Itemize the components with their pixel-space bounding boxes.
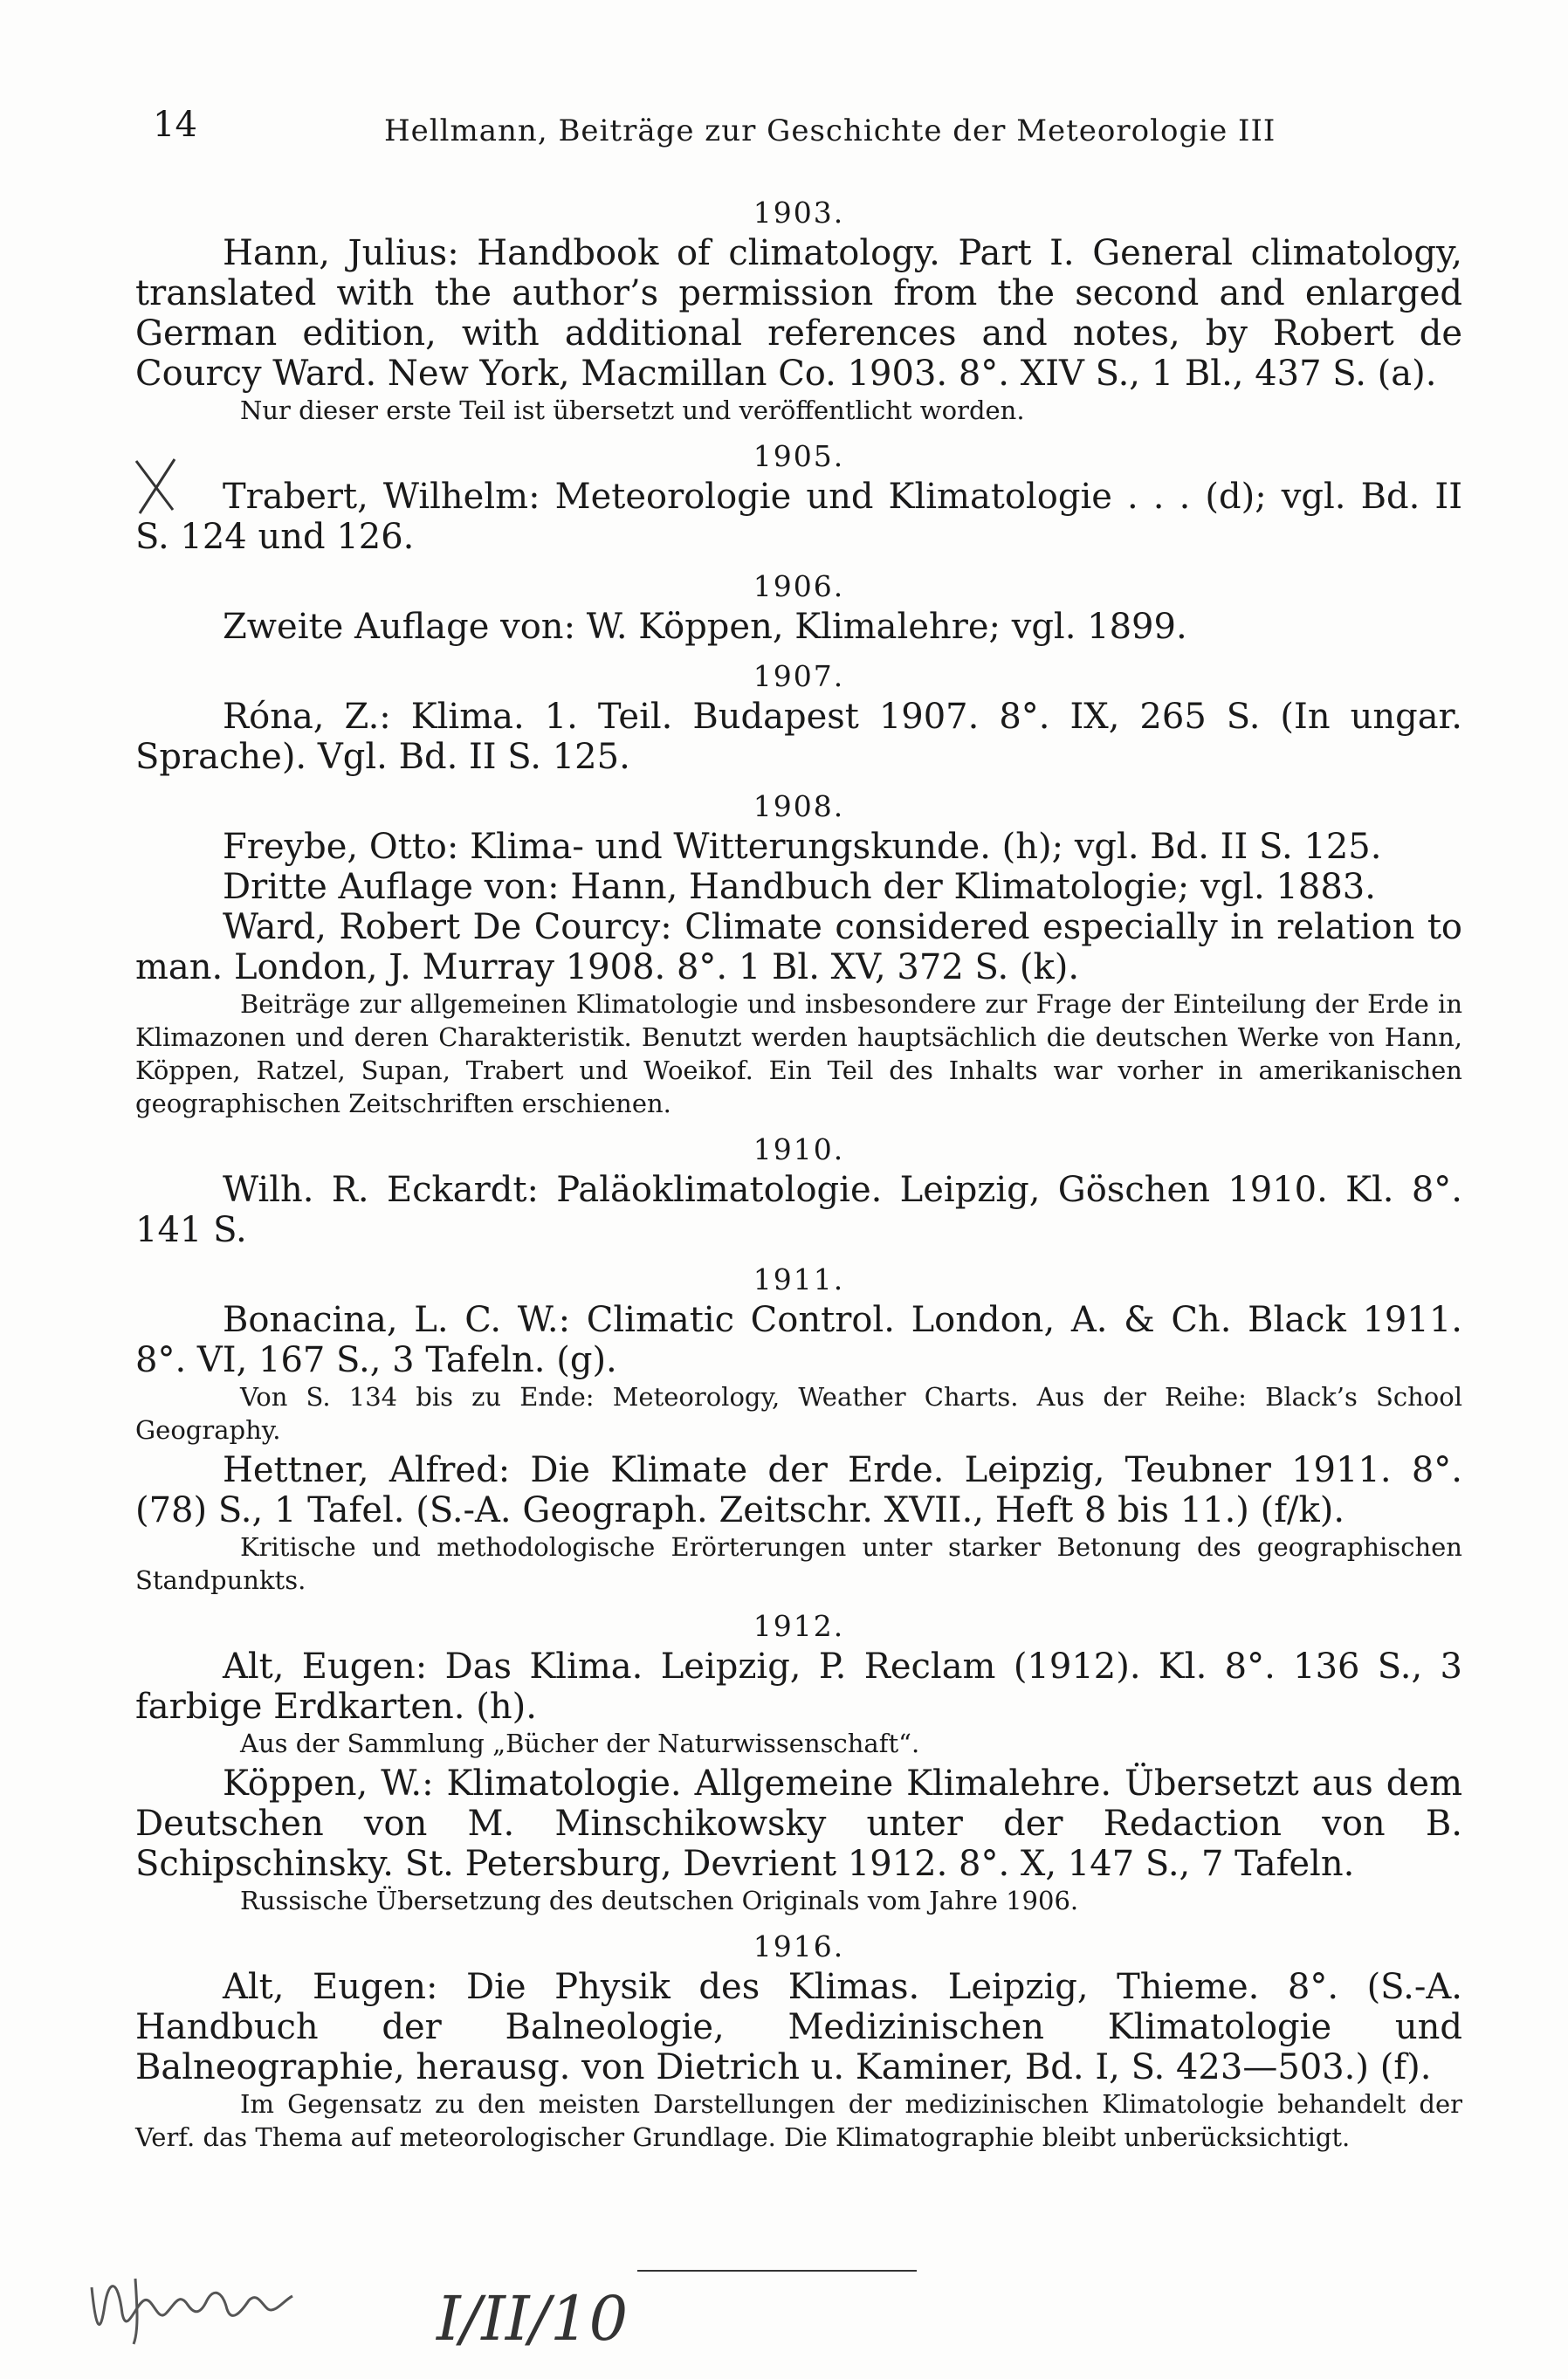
- bibliography-entry: Ward, Robert De Courcy: Climate considered especially in relation to man. London, J. Murray 1908. 8°. 1 Bl. XV, 372 S. (k).: [135, 907, 1462, 987]
- bibliography-entry: Bonacina, L. C. W.: Climatic Control. London, A. & Ch. Black 1911. 8°. VI, 167 S., 3 Tafeln. (g).: [135, 1300, 1462, 1380]
- bibliography-entry: Köppen, W.: Klimatologie. Allgemeine Klimalehre. Übersetzt aus dem Deutschen von M. Minschikowsky unter der Redaction von B. Schipschinsky. St. Petersburg, Devrient 1912. 8°. X, 147 S., 7 Tafeln.: [135, 1764, 1462, 1884]
- bibliography-entry: Freybe, Otto: Klima- und Witterungskunde. (h); vgl. Bd. II S. 125.: [223, 827, 1382, 867]
- bibliography-entry: Dritte Auflage von: Hann, Handbuch der Klimatologie; vgl. 1883.: [223, 867, 1376, 907]
- bibliography-entry: Zweite Auflage von: W. Köppen, Klimalehre; vgl. 1899.: [223, 607, 1187, 647]
- entry-annotation: Im Gegensatz zu den meisten Darstellungen der medizinischen Klimatologie behandelt der Verf. das Thema auf meteorologischer Grundlage. Die Klimatographie bleibt unberücksichtigt.: [135, 2089, 1462, 2152]
- closing-rule: [637, 2270, 917, 2272]
- page-number: 14: [153, 105, 197, 145]
- entry-annotation: Nur dieser erste Teil ist übersetzt und veröffentlicht worden.: [240, 395, 1025, 425]
- year-heading: 1907.: [753, 659, 845, 693]
- handwritten-signature: [83, 2252, 310, 2348]
- running-head: Hellmann, Beiträge zur Geschichte der Meteorologie III: [384, 113, 1276, 148]
- page-header: [131, 105, 1423, 157]
- bibliography-entry: Alt, Eugen: Die Physik des Klimas. Leipzig, Thieme. 8°. (S.-A. Handbuch der Balneologie, Medizinischen Klimatologie und Balneographie, herausg. von Dietrich u. Kaminer, Bd. I, S. 423—503.) (f).: [135, 1967, 1462, 2087]
- year-heading: 1903.: [753, 196, 845, 230]
- bibliography-entry: Róna, Z.: Klima. 1. Teil. Budapest 1907. 8°. IX, 265 S. (In ungar. Sprache). Vgl. Bd. II S. 125.: [135, 697, 1462, 777]
- entry-annotation: Beiträge zur allgemeinen Klimatologie und insbesondere zur Frage der Einteilung der Erde in Klimazonen und deren Charakteristik. Benutzt werden hauptsächlich die deutschen Werke von Hann, Köppen, Ratzel, Supan, Trabert und Woeikof. Ein Teil des Inhalts war vorher in amerikanischen geographischen Zeitschriften erschienen.: [135, 989, 1462, 1118]
- year-heading: 1916.: [753, 1929, 845, 1963]
- shelf-mark: [419, 2261, 681, 2366]
- year-heading: 1908.: [753, 789, 845, 823]
- bibliography-entry: Hettner, Alfred: Die Klimate der Erde. Leipzig, Teubner 1911. 8°. (78) S., 1 Tafel. (S.-A. Geograph. Zeitschr. XVII., Heft 8 bis 11.) (f/k).: [135, 1450, 1462, 1530]
- entry-annotation: Kritische und methodologische Erörterungen unter starker Betonung des geographischen Standpunkts.: [135, 1532, 1462, 1595]
- bibliography-entry: Wilh. R. Eckardt: Paläoklimatologie. Leipzig, Göschen 1910. Kl. 8°. 141 S.: [135, 1170, 1462, 1250]
- year-heading: 1910.: [753, 1132, 845, 1166]
- bibliography-entry: Trabert, Wilhelm: Meteorologie und Klimatologie . . . (d); vgl. Bd. II S. 124 und 126.: [135, 477, 1462, 557]
- year-heading: 1912.: [753, 1609, 845, 1643]
- shelf-mark-text: I/II/10: [437, 2283, 629, 2355]
- entry-annotation: Aus der Sammlung „Bücher der Naturwissenschaft“.: [240, 1729, 920, 1758]
- bibliography-entry: Alt, Eugen: Das Klima. Leipzig, P. Reclam (1912). Kl. 8°. 136 S., 3 farbige Erdkarten. (h).: [135, 1647, 1462, 1727]
- year-heading: 1906.: [753, 569, 845, 603]
- entry-annotation: Russische Übersetzung des deutschen Originals vom Jahre 1906.: [240, 1886, 1079, 1915]
- year-heading: 1911.: [753, 1262, 845, 1296]
- bibliography-content: [135, 183, 1462, 2157]
- year-heading: 1905.: [753, 439, 845, 473]
- bibliography-entry: Hann, Julius: Handbook of climatology. Part I. General climatology, translated with the author’s permission from the second and enlarged German edition, with additional references and notes, by Robert de Courcy Ward. New York, Macmillan Co. 1903. 8°. XIV S., 1 Bl., 437 S. (a).: [135, 233, 1462, 394]
- entry-annotation: Von S. 134 bis zu Ende: Meteorology, Weather Charts. Aus der Reihe: Black’s School Geography.: [135, 1382, 1462, 1445]
